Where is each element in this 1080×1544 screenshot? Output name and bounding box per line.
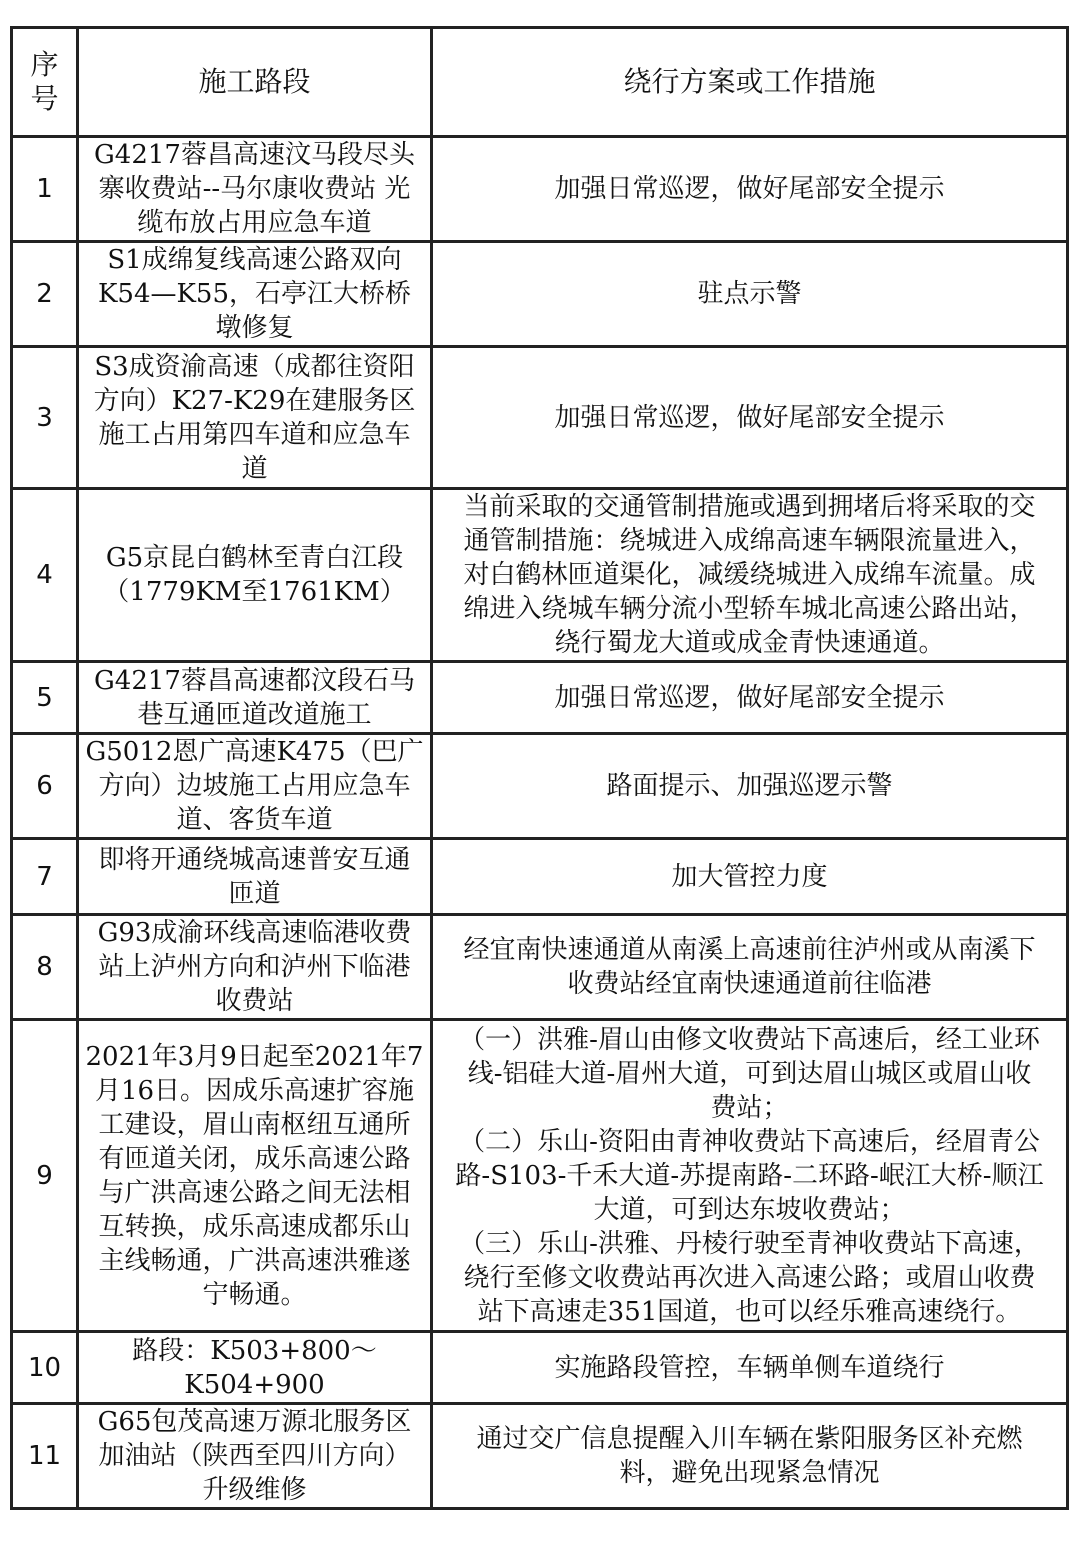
detour-plan-line: 费站； [710, 1092, 789, 1123]
road-section-line: 方向）K27-K29在建服务区 [93, 385, 416, 416]
road-section-line: G4217蓉昌高速都汶段石马 [94, 665, 415, 696]
detour-plan-line: 站下高速走351国道，也可以经乐雅高速绕行。 [477, 1296, 1022, 1327]
road-section-line: （1779KM至1761KM） [103, 577, 406, 607]
detour-plan-line: 路-S103-千禾大道-苏提南路-二环路-岷江大桥-顺江 [455, 1160, 1044, 1191]
detour-plan-line: 收费站经宜南快速通道前往临港 [567, 969, 932, 999]
detour-plan-line: 当前采取的交通管制措施或遇到拥堵后将采取的交 [463, 492, 1036, 522]
table-row [13, 916, 1069, 1021]
road-section-line: 匝道 [228, 878, 281, 909]
road-section-line: G93成渝环线高速临港收费 [97, 918, 412, 948]
row-detour-plan [433, 138, 1069, 243]
road-section-line: 工建设，眉山南枢纽互通所 [98, 1109, 411, 1140]
road-section-line: 寨收费站--马尔康收费站 光 [98, 174, 411, 204]
detour-plan-line: 绕行蜀龙大道或成金青快速通道。 [554, 628, 945, 658]
row-road-section [79, 490, 433, 663]
row-road-section [79, 663, 433, 735]
detour-plan-line: 料，避免出现紧急情况 [619, 1458, 880, 1488]
road-section-line: 月16日。因成乐高速扩容施 [94, 1075, 415, 1106]
row-detour-plan [433, 1021, 1069, 1333]
row-road-section [79, 1333, 433, 1405]
table-row [13, 348, 1069, 490]
detour-plan-line: 绵进入绕城车辆分流小型轿车城北高速公路出站， [463, 594, 1036, 624]
table-row [13, 490, 1069, 663]
row-road-section [79, 138, 433, 243]
road-section-line: 互转换，成乐高速成都乐山 [98, 1211, 411, 1242]
detour-plan-line: （一）洪雅-眉山由修文收费站下高速后，经工业环 [459, 1024, 1040, 1055]
row-detour-plan [433, 1333, 1069, 1405]
row-road-section [79, 243, 433, 348]
table-row [13, 1333, 1069, 1405]
detour-plan-line: 加大管控力度 [671, 861, 828, 892]
row-detour-plan [433, 490, 1069, 663]
row-serial: 4 [13, 490, 79, 663]
road-section-line: 加油站（陕西至四川方向） [98, 1441, 411, 1471]
row-serial: 3 [13, 348, 79, 490]
row-road-section [79, 348, 433, 490]
road-section-line: S1成绵复线高速公路双向 [107, 245, 402, 275]
detour-plan-line: 对白鹤林匝道渠化，减缓绕城进入成绵车流量。成 [463, 560, 1036, 590]
header-serial: 序号 [13, 29, 79, 138]
detour-plan-line: 通过交广信息提醒入川车辆在紫阳服务区补充燃 [476, 1424, 1023, 1454]
construction-table [10, 26, 1069, 1510]
row-detour-plan [433, 1405, 1069, 1510]
road-section-line: 站上泸州方向和泸州下临港 [98, 952, 411, 982]
detour-plan-line: 线-铝硅大道-眉州大道，可到达眉山城区或眉山收 [467, 1058, 1032, 1089]
table-container [10, 26, 1069, 1510]
header-road-section: 施工路段 [79, 29, 433, 138]
table-row [13, 663, 1069, 735]
road-section-line: 墩修复 [215, 313, 294, 343]
road-section-line: 路段：K503+800～ [132, 1335, 377, 1366]
row-serial: 2 [13, 243, 79, 348]
row-road-section [79, 840, 433, 916]
row-road-section [79, 735, 433, 840]
road-section-line: G4217蓉昌高速汶马段尽头 [94, 140, 415, 170]
road-section-line: 道 [241, 453, 268, 484]
row-detour-plan [433, 735, 1069, 840]
row-road-section [79, 916, 433, 1021]
detour-plan-line: （二）乐山-资阳由青神收费站下高速后，经眉青公 [459, 1126, 1040, 1157]
detour-plan-line: 加强日常巡逻，做好尾部安全提示 [554, 682, 945, 713]
row-detour-plan [433, 663, 1069, 735]
road-section-line: 收费站 [215, 986, 294, 1016]
table-row [13, 1405, 1069, 1510]
detour-plan-line: 绕行至修文收费站再次进入高速公路；或眉山收费 [463, 1262, 1036, 1293]
table-row [13, 138, 1069, 243]
row-serial: 7 [13, 840, 79, 916]
road-section-line: G65包茂高速万源北服务区 [97, 1407, 412, 1437]
row-serial: 9 [13, 1021, 79, 1333]
detour-plan-line: 加强日常巡逻，做好尾部安全提示 [554, 402, 945, 433]
header-detour-plan: 绕行方案或工作措施 [433, 29, 1069, 138]
road-section-line: 宁畅通。 [202, 1279, 307, 1310]
detour-plan-line: 实施路段管控，车辆单侧车道绕行 [554, 1352, 945, 1383]
road-section-line: 与广洪高速公路之间无法相 [98, 1177, 411, 1208]
road-section-line: 主线畅通，广洪高速洪雅遂 [98, 1245, 411, 1276]
road-section-line: 道、客货车道 [176, 805, 333, 835]
detour-plan-line: 经宜南快速通道从南溪上高速前往泸州或从南溪下 [463, 935, 1036, 965]
row-detour-plan [433, 840, 1069, 916]
row-serial: 10 [13, 1333, 79, 1405]
row-detour-plan [433, 916, 1069, 1021]
road-section-line: 升级维修 [202, 1475, 307, 1505]
table-row [13, 735, 1069, 840]
road-section-line: G5012恩广高速K475（巴广 [85, 737, 424, 767]
table-row [13, 1021, 1069, 1333]
road-section-line: 有匝道关闭，成乐高速公路 [98, 1143, 411, 1174]
row-serial: 5 [13, 663, 79, 735]
detour-plan-line: 大道，可到达东坡收费站； [593, 1194, 906, 1225]
row-road-section [79, 1405, 433, 1510]
road-section-line: 缆布放占用应急车道 [137, 208, 372, 238]
road-section-line: 2021年3月9日起至2021年7 [85, 1041, 424, 1072]
row-detour-plan [433, 243, 1069, 348]
road-section-line: 方向）边坡施工占用应急车 [98, 771, 411, 801]
road-section-line: K504+900 [184, 1369, 325, 1400]
row-serial: 11 [13, 1405, 79, 1510]
row-detour-plan [433, 348, 1069, 490]
table-row [13, 243, 1069, 348]
road-section-line: 即将开通绕城高速普安互通 [98, 844, 411, 875]
detour-plan-line: （三）乐山-洪雅、丹棱行驶至青神收费站下高速， [459, 1228, 1040, 1259]
road-section-line: K54—K55，石亭江大桥桥 [97, 279, 412, 309]
road-section-line: G5京昆白鹤林至青白江段 [105, 543, 404, 573]
detour-plan-line: 路面提示、加强巡逻示警 [606, 771, 893, 801]
road-section-line: 施工占用第四车道和应急车 [98, 419, 411, 450]
table-header-row [13, 29, 1069, 138]
table-body [13, 138, 1069, 1510]
road-section-line: S3成资渝高速（成都往资阳 [94, 351, 415, 382]
table-row [13, 840, 1069, 916]
row-serial: 8 [13, 916, 79, 1021]
detour-plan-line: 通管制措施：绕城进入成绵高速车辆限流量进入， [463, 526, 1036, 556]
row-road-section [79, 1021, 433, 1333]
row-serial: 6 [13, 735, 79, 840]
road-section-line: 巷互通匝道改道施工 [137, 699, 372, 730]
detour-plan-line: 加强日常巡逻，做好尾部安全提示 [554, 174, 945, 204]
detour-plan-line: 驻点示警 [697, 279, 802, 309]
row-serial: 1 [13, 138, 79, 243]
